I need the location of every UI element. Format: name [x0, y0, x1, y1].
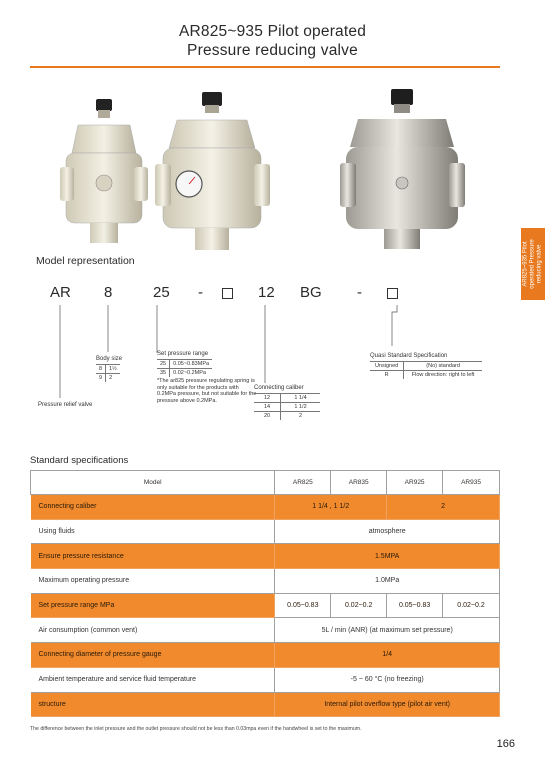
footnote: The difference between the inlet pressure and the outlet pressure should not be less than 0.03mpa even if the handwheel is set to the maximum. — [30, 726, 362, 732]
quasi-standard-table — [370, 361, 482, 379]
table-cell: 1.0MPa — [275, 569, 500, 594]
table-row — [31, 593, 500, 618]
table-cell: 12 — [254, 394, 281, 403]
table-row — [96, 365, 120, 374]
code-box-1 — [222, 286, 233, 303]
row-label: Set pressure range MPa — [31, 593, 275, 618]
spec-section-heading: Standard specifications — [30, 455, 129, 466]
table-cell: 5L / min (ANR) (at maximum set pressure) — [275, 618, 500, 643]
spec-table — [30, 470, 500, 717]
table-cell: 8 — [96, 365, 106, 374]
table-cell: R — [370, 371, 404, 380]
side-tab — [521, 228, 545, 300]
title-line-2: Pressure reducing valve — [187, 42, 358, 59]
table-cell: 2 — [387, 495, 500, 520]
table-row — [157, 360, 212, 369]
column-header: Model — [31, 471, 275, 495]
table-row — [254, 403, 320, 412]
table-row — [157, 369, 212, 378]
table-row — [31, 643, 500, 668]
column-header: AR925 — [387, 471, 443, 495]
quasi-standard-label: Quasi Standard Specification — [370, 353, 448, 359]
pressure-relief-label: Pressure relief valve — [38, 402, 93, 408]
table-row — [254, 394, 320, 403]
table-row — [254, 412, 320, 421]
table-cell: Unsigned — [370, 362, 404, 371]
table-row — [31, 495, 500, 520]
table-cell: 0.05~0.83 — [387, 593, 443, 618]
set-pressure-label: Set pressure range — [157, 351, 209, 357]
table-cell: 1 1/4 , 1 1/2 — [275, 495, 387, 520]
table-row — [31, 692, 500, 717]
column-header: AR935 — [443, 471, 500, 495]
code-bg: BG — [300, 284, 322, 301]
table-cell: 0.05~0.83MPa — [170, 360, 212, 369]
table-cell: 0.05~0.83 — [275, 593, 331, 618]
table-cell: 2 — [106, 374, 120, 383]
connecting-caliber-table — [254, 393, 320, 420]
valve-image-ar925 — [340, 85, 465, 255]
table-cell: Flow direction: right to left — [404, 371, 482, 380]
table-cell: 0.02~0.2 — [443, 593, 500, 618]
set-pressure-table — [157, 359, 212, 377]
table-row — [31, 667, 500, 692]
table-cell: 0.02~0.2MPa — [170, 369, 212, 378]
table-cell: 0.02~0.2 — [331, 593, 387, 618]
table-cell: 1 1/4 — [281, 394, 320, 403]
code-dash-2: - — [357, 284, 362, 301]
table-cell: 1½ — [106, 365, 120, 374]
body-size-table — [96, 364, 120, 382]
column-header: AR825 — [275, 471, 331, 495]
table-cell: atmosphere — [275, 519, 500, 544]
code-pressure: 25 — [153, 284, 170, 301]
spec-header-row — [31, 471, 500, 495]
title-rule — [30, 66, 500, 68]
code-dash-1: - — [198, 284, 203, 301]
code-size: 8 — [104, 284, 113, 301]
row-label: Ambient temperature and service fluid temperature — [31, 667, 275, 692]
row-label: Maximum operating pressure — [31, 569, 275, 594]
page-title — [0, 22, 545, 60]
code-caliber: 12 — [258, 284, 275, 301]
row-label: Using fluids — [31, 519, 275, 544]
set-pressure-note: *The ar825 pressure regulating spring is only suitable for the products with 0.2MPa pressure, but not suitable for the pressure above 0.2MPa. — [157, 378, 257, 404]
page-number: 166 — [496, 738, 515, 750]
table-cell: 2 — [281, 412, 320, 421]
table-row — [370, 362, 482, 371]
valve-image-ar825 — [60, 95, 148, 255]
row-label: Air consumption (common vent) — [31, 618, 275, 643]
table-cell: 1/4 — [275, 643, 500, 668]
side-tab-label: AR825~935 Pilot operated Pressure reducing valve — [522, 239, 543, 289]
row-label: Connecting diameter of pressure gauge — [31, 643, 275, 668]
table-cell: 35 — [157, 369, 170, 378]
row-label: Connecting caliber — [31, 495, 275, 520]
column-header: AR835 — [331, 471, 387, 495]
table-row — [31, 618, 500, 643]
table-row — [96, 374, 120, 383]
table-cell: 20 — [254, 412, 281, 421]
table-row — [370, 371, 482, 380]
table-row — [31, 519, 500, 544]
table-cell: 1.5MPA — [275, 544, 500, 569]
table-cell: Internal pilot overflow type (pilot air vent) — [275, 692, 500, 717]
table-cell: -5 ~ 60 °C (no freezing) — [275, 667, 500, 692]
code-box-2 — [387, 286, 398, 303]
table-cell: (No) standard — [404, 362, 482, 371]
table-cell: 25 — [157, 360, 170, 369]
table-row — [31, 544, 500, 569]
table-cell: 9 — [96, 374, 106, 383]
table-row — [31, 569, 500, 594]
table-cell: 1 1/2 — [281, 403, 320, 412]
body-size-label: Body size — [96, 356, 123, 362]
valve-image-ar835 — [155, 88, 270, 258]
row-label: structure — [31, 692, 275, 717]
code-ar: AR — [50, 284, 71, 301]
connecting-caliber-label: Connecting caliber — [254, 385, 304, 391]
model-section-heading: Model representation — [36, 255, 135, 267]
row-label: Ensure pressure resistance — [31, 544, 275, 569]
table-cell: 14 — [254, 403, 281, 412]
title-line-1: AR825~935 Pilot operated — [178, 23, 367, 40]
